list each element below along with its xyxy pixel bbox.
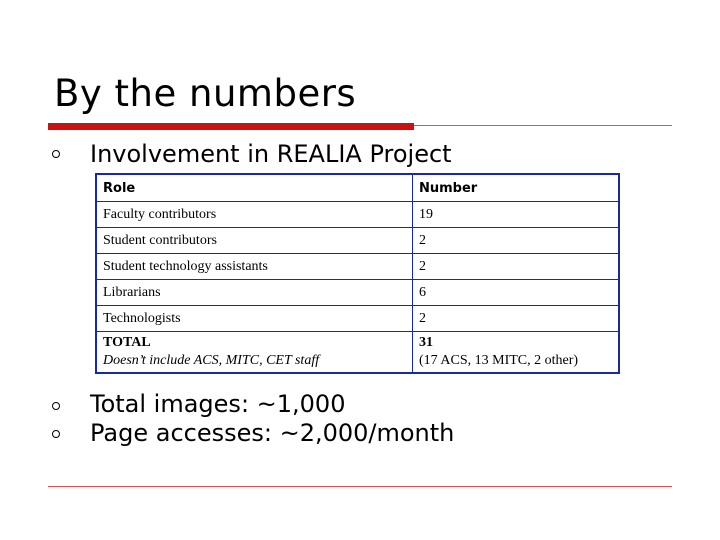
- total-label: TOTAL: [103, 335, 151, 350]
- role-cell: Faculty contributors: [96, 202, 413, 228]
- bullet-icon: [52, 402, 60, 410]
- number-cell: 2: [413, 228, 620, 254]
- total-note: Doesn’t include ACS, MITC, CET staff: [103, 353, 320, 368]
- table-row: [96, 280, 619, 306]
- number-cell: 2: [413, 254, 620, 280]
- header-number: Number: [413, 174, 620, 202]
- bullet-involvement: Involvement in REALIA Project: [90, 140, 452, 168]
- footer-divider-line: [48, 486, 672, 487]
- bullet-page-accesses: Page accesses: ~2,000/month: [90, 419, 455, 447]
- table-row: [96, 202, 619, 228]
- bullet-icon: [52, 430, 60, 438]
- table-total-row: [96, 332, 619, 374]
- bullet-icon: [52, 150, 60, 158]
- table-row: [96, 228, 619, 254]
- total-breakdown: (17 ACS, 13 MITC, 2 other): [419, 353, 579, 368]
- total-number-cell: [413, 332, 620, 374]
- title-accent-bar: [48, 123, 414, 130]
- header-role: Role: [96, 174, 413, 202]
- slide-title: By the numbers: [54, 72, 357, 115]
- number-cell: 19: [413, 202, 620, 228]
- role-cell: Student contributors: [96, 228, 413, 254]
- total-value: 31: [419, 335, 433, 350]
- bullet-total-images: Total images: ~1,000: [90, 390, 346, 418]
- role-cell: Technologists: [96, 306, 413, 332]
- role-cell: Librarians: [96, 280, 413, 306]
- role-cell: Student technology assistants: [96, 254, 413, 280]
- number-cell: 6: [413, 280, 620, 306]
- table-header-row: [96, 174, 619, 202]
- table-row: [96, 254, 619, 280]
- table-row: [96, 306, 619, 332]
- total-role-cell: [96, 332, 413, 374]
- roles-table: [95, 173, 620, 374]
- number-cell: 2: [413, 306, 620, 332]
